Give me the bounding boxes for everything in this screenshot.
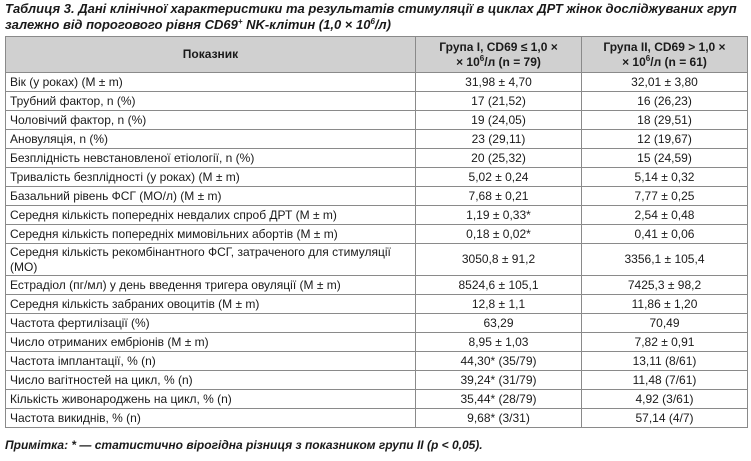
group-1-value: 44,30* (35/79) [416,352,582,371]
table-row [6,276,748,295]
header-group-2-exp: 6 [645,53,651,63]
table-row [6,111,748,130]
group-2-value: 70,49 [582,314,748,333]
row-label: Частота фертилізації (%) [6,314,416,333]
table-caption [5,1,745,33]
row-label: Середня кількість забраних овоцитів (M ± m) [6,295,416,314]
group-1-value: 17 (21,52) [416,92,582,111]
header-group-2-post: /л (n = 61) [650,54,707,69]
row-label: Кількість живонароджень на цикл, % (n) [6,390,416,409]
caption-text-continued: NK-клітин (1,0 × 10 [242,17,371,32]
caption-text: Таблиця 3. Дані клінічної характеристики та результатів стимуляції в циклах ДРТ жінок досліджуваних груп залежно від порогового рівня CD69 [5,1,737,32]
row-label: Естрадіол (пг/мл) у день введення тригера овуляції (M ± m) [6,276,416,295]
results-table [5,36,748,428]
group-1-value: 5,02 ± 0,24 [416,168,582,187]
group-2-value: 0,41 ± 0,06 [582,225,748,244]
group-1-value: 20 (25,32) [416,149,582,168]
group-2-value: 7,77 ± 0,25 [582,187,748,206]
group-1-value: 19 (24,05) [416,111,582,130]
row-label: Частота викиднів, % (n) [6,409,416,428]
group-1-value: 31,98 ± 4,70 [416,73,582,92]
header-group-2-line1: Група II, CD69 > 1,0 × [603,39,726,54]
group-2-value: 13,11 (8/61) [582,352,748,371]
table-row [6,333,748,352]
row-label: Тривалість безплідності (у роках) (M ± m) [6,168,416,187]
table-row [6,206,748,225]
row-label: Безплідність невстановленої етіології, n (%) [6,149,416,168]
row-label: Число вагітностей на цикл, % (n) [6,371,416,390]
group-2-value: 5,14 ± 0,32 [582,168,748,187]
group-1-value: 35,44* (28/79) [416,390,582,409]
table-row [6,371,748,390]
row-label: Вік (у роках) (M ± m) [6,73,416,92]
row-label: Частота імплантації, % (n) [6,352,416,371]
row-label: Ановуляція, n (%) [6,130,416,149]
group-1-value: 3050,8 ± 91,2 [416,244,582,276]
group-1-value: 9,68* (3/31) [416,409,582,428]
caption-text-end: /л) [374,17,391,32]
header-group-1 [416,37,582,73]
table-row [6,92,748,111]
group-2-value: 4,92 (3/61) [582,390,748,409]
group-2-value: 11,86 ± 1,20 [582,295,748,314]
group-2-value: 2,54 ± 0,48 [582,206,748,225]
header-group-1-exp: 6 [479,53,485,63]
table-row [6,244,748,276]
row-label: Середня кількість попередніх мимовільних абортів (M ± m) [6,225,416,244]
group-2-value: 16 (26,23) [582,92,748,111]
row-label: Чоловічий фактор, n (%) [6,111,416,130]
group-1-value: 8524,6 ± 105,1 [416,276,582,295]
group-2-value: 3356,1 ± 105,4 [582,244,748,276]
table-row [6,187,748,206]
group-2-value: 32,01 ± 3,80 [582,73,748,92]
table-row [6,390,748,409]
table-row [6,352,748,371]
group-1-value: 7,68 ± 0,21 [416,187,582,206]
group-2-value: 7,82 ± 0,91 [582,333,748,352]
header-group-1-pre: × 10 [456,54,480,69]
table-row [6,225,748,244]
group-1-value: 1,19 ± 0,33* [416,206,582,225]
row-label: Середня кількість рекомбінантного ФСГ, затраченого для стимуляції (МО) [6,244,416,276]
table-row [6,295,748,314]
caption-superscript: + [237,17,243,26]
row-label: Базальний рівень ФСГ (МО/л) (M ± m) [6,187,416,206]
header-group-2 [582,37,748,73]
group-1-value: 8,95 ± 1,03 [416,333,582,352]
table-row [6,409,748,428]
header-group-1-line1: Група I, CD69 ≤ 1,0 × [439,39,558,54]
group-2-value: 7425,3 ± 98,2 [582,276,748,295]
table-row [6,168,748,187]
row-label: Трубний фактор, n (%) [6,92,416,111]
row-label: Число отриманих ембріонів (M ± m) [6,333,416,352]
header-group-1-post: /л (n = 79) [484,54,541,69]
group-2-value: 15 (24,59) [582,149,748,168]
group-2-value: 11,48 (7/61) [582,371,748,390]
group-1-value: 23 (29,11) [416,130,582,149]
group-2-value: 57,14 (4/7) [582,409,748,428]
table-row [6,73,748,92]
header-indicator: Показник [6,37,416,73]
table-row [6,149,748,168]
caption-exponent: 6 [370,17,375,26]
header-group-2-pre: × 10 [622,54,646,69]
table-row [6,130,748,149]
group-1-value: 39,24* (31/79) [416,371,582,390]
group-2-value: 18 (29,51) [582,111,748,130]
group-1-value: 63,29 [416,314,582,333]
table-row [6,314,748,333]
table-note: Примітка: * — статистично вірогідна різниця з показником групи II (p < 0,05). [5,438,483,452]
group-1-value: 12,8 ± 1,1 [416,295,582,314]
group-1-value: 0,18 ± 0,02* [416,225,582,244]
group-2-value: 12 (19,67) [582,130,748,149]
table-header-row [6,37,748,73]
row-label: Середня кількість попередніх невдалих спроб ДРТ (M ± m) [6,206,416,225]
